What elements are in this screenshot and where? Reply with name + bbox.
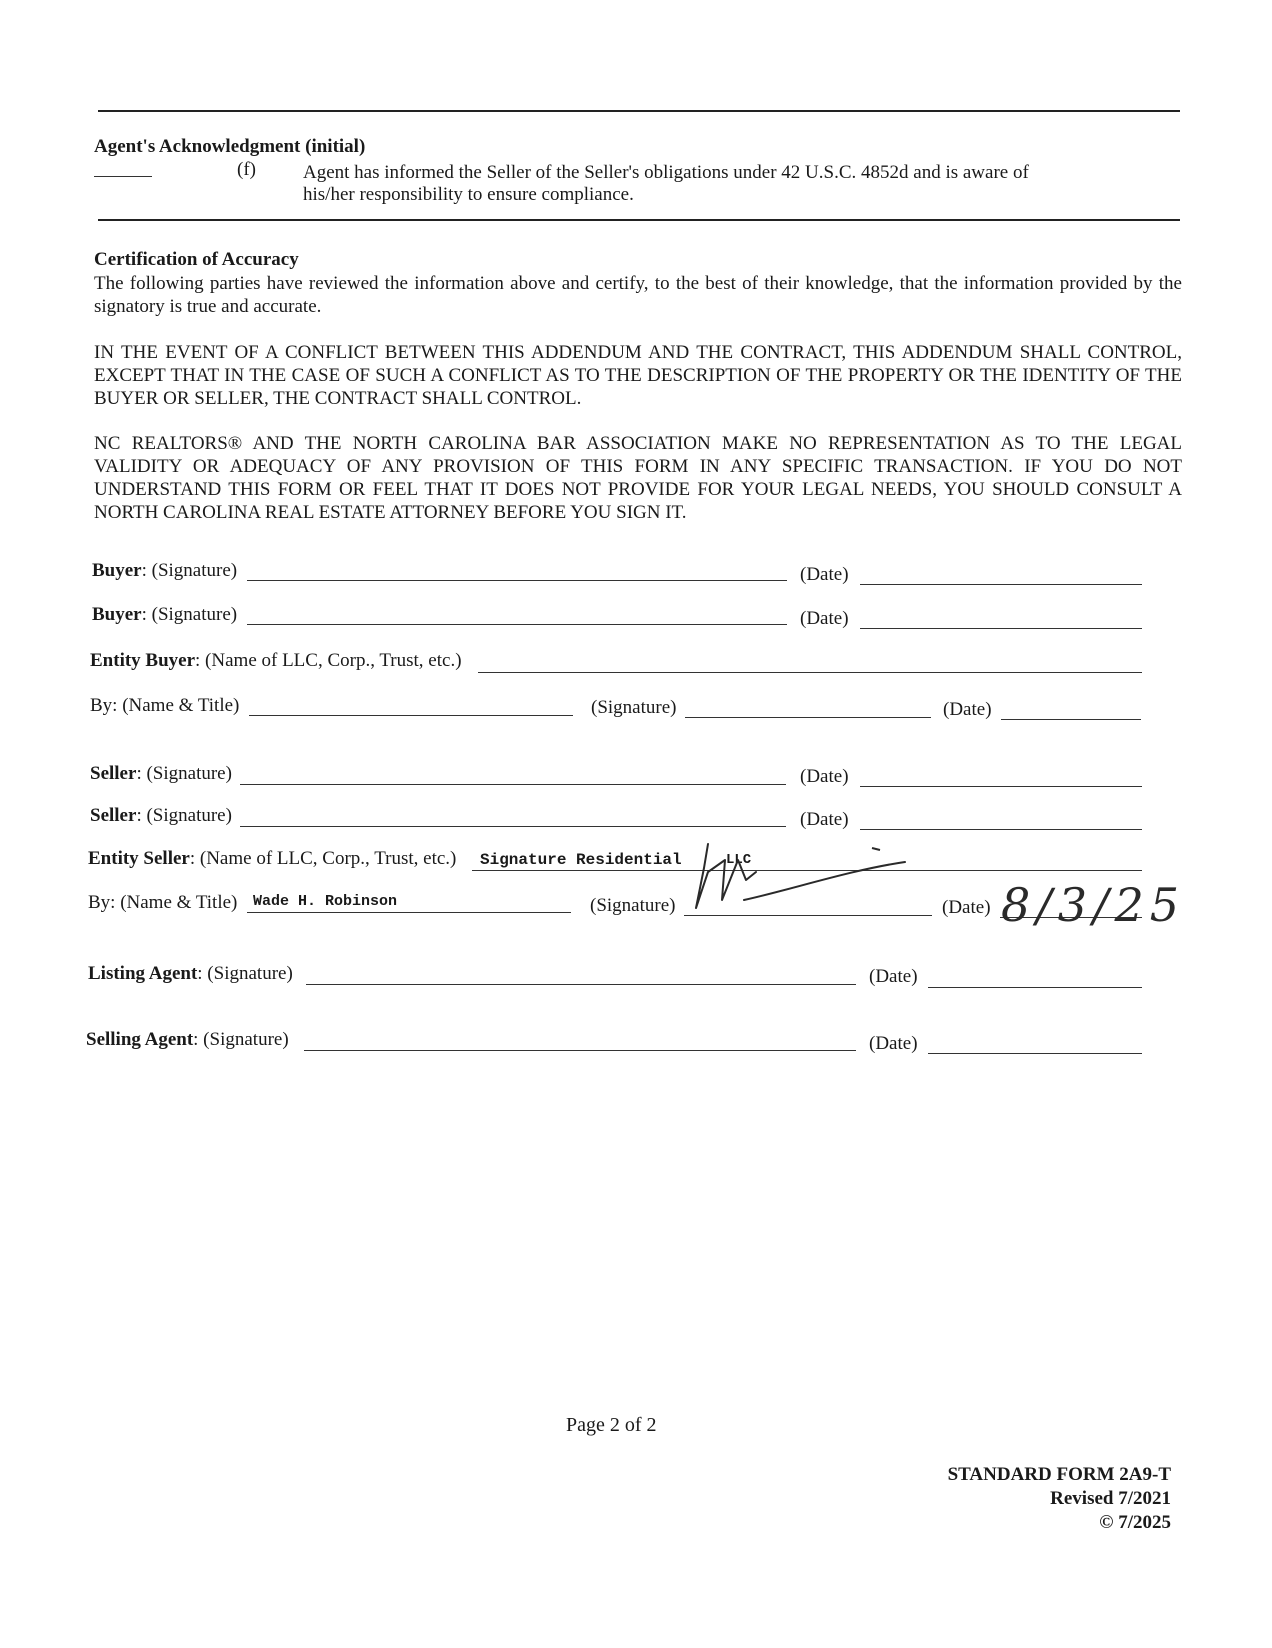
form-revised: Revised 7/2021 bbox=[1050, 1488, 1171, 1509]
entity-seller-name-value: Signature Residential bbox=[480, 851, 682, 869]
buyer-by-date-label: (Date) bbox=[943, 699, 992, 720]
agent-ack-item-line2: his/her responsibility to ensure compliance. bbox=[303, 184, 634, 205]
agent-ack-title: Agent's Acknowledgment (initial) bbox=[94, 136, 366, 157]
selling-agent-label: Selling Agent: (Signature) bbox=[86, 1029, 289, 1050]
listing-agent-label: Listing Agent: (Signature) bbox=[88, 963, 293, 984]
form-name: STANDARD FORM 2A9-T bbox=[947, 1464, 1171, 1485]
seller-by-date-label: (Date) bbox=[942, 897, 991, 918]
seller-by-signature-label: (Signature) bbox=[590, 895, 676, 916]
buyer1-label: Buyer: (Signature) bbox=[92, 560, 238, 581]
seller-by-name-value: Wade H. Robinson bbox=[253, 893, 398, 910]
page-number: Page 2 of 2 bbox=[566, 1414, 657, 1436]
form-copyright: © 7/2025 bbox=[1099, 1512, 1171, 1533]
buyer-by-label: By: (Name & Title) bbox=[90, 695, 240, 716]
seller2-date-label: (Date) bbox=[800, 809, 849, 830]
certification-title: Certification of Accuracy bbox=[94, 249, 299, 270]
buyer2-label: Buyer: (Signature) bbox=[92, 604, 238, 625]
form-id bbox=[948, 1463, 1171, 1535]
certification-text: The following parties have reviewed the information above and certify, to the best of their knowledge, that the information provided by the signatory is true and accurate. bbox=[94, 273, 1182, 317]
agent-ack-item-letter: (f) bbox=[237, 159, 256, 180]
entity-buyer-label: Entity Buyer: (Name of LLC, Corp., Trust, etc.) bbox=[90, 650, 462, 671]
buyer1-date-label: (Date) bbox=[800, 564, 849, 585]
disclaimer-text: NC REALTORS® AND THE NORTH CAROLINA BAR ASSOCIATION MAKE NO REPRESENTATION AS TO THE LEGAL VALIDITY OR ADEQUACY OF ANY PROVISION OF THIS FORM IN ANY SPECIFIC TRANSACTION. IF YOU DO NOT UNDERSTAND THIS FORM OR FEEL THAT IT DOES NOT PROVIDE FOR YOUR LEGAL NEEDS, YOU SHOULD CONSULT A NORTH CAROLINA REAL ESTATE ATTORNEY BEFORE YOU SIGN IT. bbox=[94, 433, 1182, 523]
buyer2-date-label: (Date) bbox=[800, 608, 849, 629]
listing-agent-date-label: (Date) bbox=[869, 966, 918, 987]
seller1-date-label: (Date) bbox=[800, 766, 849, 787]
entity-seller-label: Entity Seller: (Name of LLC, Corp., Trust, etc.) bbox=[88, 848, 457, 869]
entity-seller-suffix-value: LLC bbox=[726, 852, 752, 868]
conflict-notice: IN THE EVENT OF A CONFLICT BETWEEN THIS ADDENDUM AND THE CONTRACT, THIS ADDENDUM SHALL CONTROL, EXCEPT THAT IN THE CASE OF SUCH A CONFLICT AS TO THE DESCRIPTION OF THE PROPERTY OR THE IDENTITY OF THE BUYER OR SELLER, THE CONTRACT SHALL CONTROL. bbox=[94, 342, 1182, 409]
seller1-label: Seller: (Signature) bbox=[90, 763, 232, 784]
svg-text:8/3/25: 8/3/25 bbox=[1001, 878, 1186, 932]
seller2-label: Seller: (Signature) bbox=[90, 805, 232, 826]
buyer-by-signature-label: (Signature) bbox=[591, 697, 677, 718]
selling-agent-date-label: (Date) bbox=[869, 1033, 918, 1054]
agent-ack-item-line1: Agent has informed the Seller of the Seller's obligations under 42 U.S.C. 4852d and is aware of bbox=[303, 162, 1029, 183]
seller-by-label: By: (Name & Title) bbox=[88, 892, 238, 913]
